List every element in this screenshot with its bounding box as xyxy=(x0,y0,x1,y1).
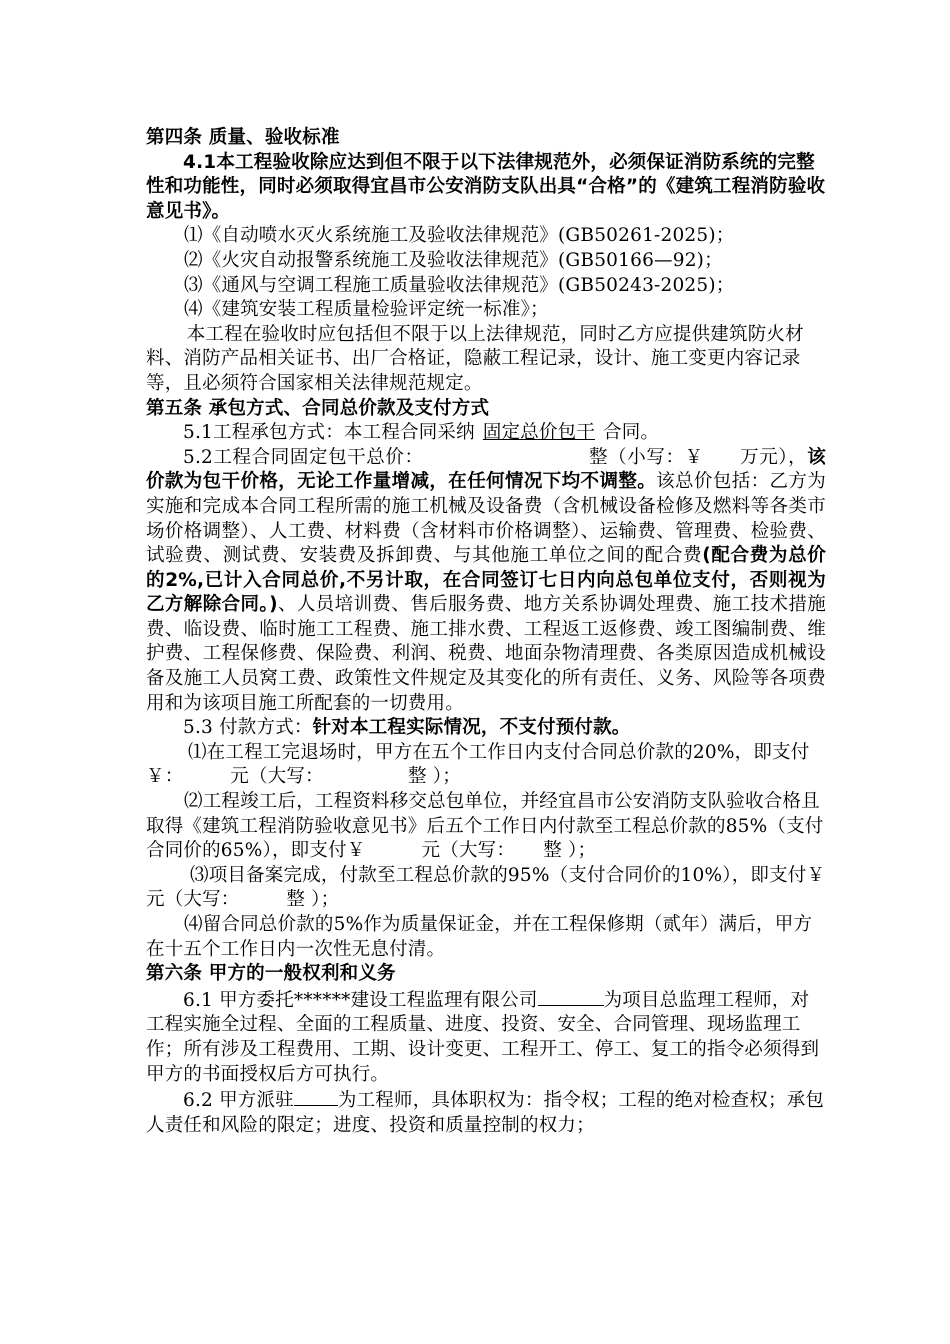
payment-item-1: ⑴在工程工完退场时，甲方在五个工作日内支付合同总价款的20%，即支付￥： 元（大写： 整 ）； xyxy=(146,741,810,788)
article-6-2-text: 6.2 甲方派驻 xyxy=(183,1090,294,1112)
article-5-1-text: 5.1工程承包方式：本工程合同采纳 xyxy=(183,422,475,444)
standard-item-1: ⑴《自动喷水灭火系统施工及验收法律规范》(GB50261-2025)； xyxy=(184,225,735,247)
article-5-2-scope-continued: 、人员培训费、售后服务费、地方关系协调处理费、施工技术措施费、临设费、临时施工工程费、施工排水费、工程返工返修费、竣工图编制费、维护费、工程保修费、保险费、利润、税费、地面杂物清理费、各类原因造成机械设备及施工人员窝工费、政策性文件规定及其变化的所有责任、义务、风险等各项费用和为该项目施工所配套的一切费用。 xyxy=(146,594,826,714)
article-5-2-unit: 万元）， xyxy=(739,446,808,468)
payment-item-3: ⑶项目备案完成，付款至工程总价款的95%（支付合同价的10%），即支付￥ 元（大写： 整 ）； xyxy=(146,864,882,911)
article-5-2-bold-coordination: (配合费为总价的2%,已计入合同总价,不另计取，在合同签订七日内向总包单位支付，否则视为乙方解除合同。) xyxy=(146,545,826,616)
supervisor-blank xyxy=(538,987,604,1006)
article-5-2-bold: 该价款为包干价格，无论工作量增减，在任何情况下均不调整。 xyxy=(146,446,826,493)
contract-type-underlined: 固定总价包干 xyxy=(482,422,596,444)
article-5-3-bold: 针对本工程实际情况，不支付预付款。 xyxy=(312,717,631,739)
article-5-2-scope: 该总价包括：乙方为实施和完成本合同工程所需的施工机械及设备费（含机械设备检修及燃料等各类市场价格调整）、人工费、材料费（含材料市价格调整）、运输费、管理费、检验费、试验费、测试费、安装费及拆卸费、与其他施工单位之间的配合费 xyxy=(146,471,826,567)
article-5-heading: 第五条 承包方式、合同总价款及支付方式 xyxy=(146,397,490,419)
article-4-1-paragraph: 4.1本工程验收除应达到但不限于以下法律规范外，必须保证消防系统的完整性和功能性，同时必须取得宜昌市公安消防支队出具“合格”的《建筑工程消防验收意见书》。 xyxy=(146,151,826,222)
article-6-1-paragraph xyxy=(146,987,826,1087)
article-4-note-paragraph: 本工程在验收时应包括但不限于以上法律规范，同时乙方应提供建筑防火材料、消防产品相关证书、出厂合格证，隐蔽工程记录，设计、施工变更内容记录等，且必须符合国家相关法律规范规定。 xyxy=(146,323,804,394)
article-5-1-paragraph xyxy=(146,421,826,446)
article-5-2-amount: 整（小写：￥ xyxy=(588,446,704,468)
engineer-blank xyxy=(294,1087,338,1106)
payment-item-2: ⑵工程竣工后，工程资料移交总包单位，并经宜昌市公安消防支队验收合格且取得《建筑工程消防验收意见书》后五个工作日内付款至工程总价款的85%（支付合同价的65%），即支付￥ 元（大写： 整 ）； xyxy=(146,791,824,862)
article-6-1-continued: 为项目总监理工程师，对工程实施全过程、全面的工程质量、进度、投资、安全、合同管理、现场监理工作；所有涉及工程费用、工期、设计变更、工程开工、停工、复工的指令必须得到甲方的书面授权后方可执行。 xyxy=(146,989,820,1085)
document-body xyxy=(146,126,882,1138)
payment-item-4: ⑷留合同总价款的5%作为质量保证金，并在工程保修期（贰年）满后，甲方在十五个工作日内一次性无息付清。 xyxy=(146,914,813,960)
article-5-3-paragraph xyxy=(146,716,826,741)
article-4-heading: 第四条 质量、验收标准 xyxy=(146,127,340,148)
standard-item-4: ⑷《建筑安装工程质量检验评定统一标准》； xyxy=(184,299,549,321)
standard-item-3: ⑶《通风与空调工程施工质量验收法律规范》(GB50243-2025)； xyxy=(184,274,735,296)
article-5-3-text: 5.3 付款方式： xyxy=(183,717,313,739)
article-5-2-text: 5.2工程合同固定包干总价： xyxy=(183,446,424,468)
article-5-1-tail: 合同。 xyxy=(603,422,660,444)
article-6-2-paragraph xyxy=(146,1087,826,1138)
article-6-heading: 第六条 甲方的一般权利和义务 xyxy=(146,963,396,985)
article-6-1-text: 6.1 甲方委托******建设工程监理有限公司 xyxy=(183,989,538,1011)
article-5-2-paragraph xyxy=(146,446,826,717)
standard-item-2: ⑵《火灾自动报警系统施工及验收法律规范》(GB50166—92)； xyxy=(184,249,723,271)
article-6-2-continued: 为工程师，具体职权为：指令权；工程的绝对检查权；承包人责任和风险的限定；进度、投资和质量控制的权力； xyxy=(146,1090,825,1136)
